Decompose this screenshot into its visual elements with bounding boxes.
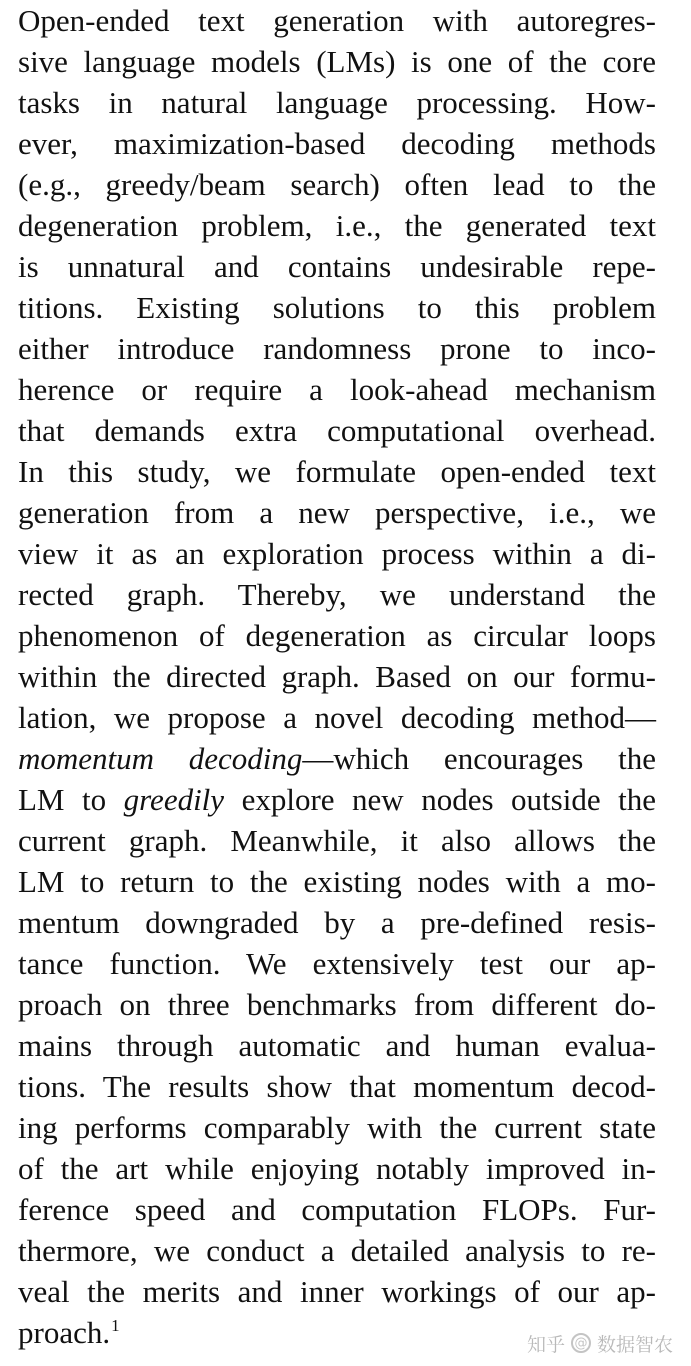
abstract-line-16: phenomenon of degeneration as circular loops <box>18 618 656 653</box>
final-line-text: proach. <box>18 1315 111 1350</box>
abstract-line-10: herence or require a look-ahead mechanism <box>18 372 656 407</box>
abstract-line-15: rected graph. Thereby, we understand the <box>18 577 656 612</box>
abstract-line-21: current graph. Meanwhile, it also allows the <box>18 823 656 858</box>
abstract-line-12: In this study, we formulate open-ended text <box>18 454 656 489</box>
abstract-line-25: proach on three benchmarks from different do- <box>18 987 656 1022</box>
abstract-line-28: ing performs comparably with the current state <box>18 1110 656 1145</box>
abstract-line-3: tasks in natural language processing. How- <box>18 85 656 120</box>
line-20-pre: LM to <box>18 782 124 817</box>
abstract-line-29: of the art while enjoying notably improved in- <box>18 1151 656 1186</box>
footnote-marker: 1 <box>111 1316 120 1336</box>
abstract-line-22: LM to return to the existing nodes with a mo- <box>18 864 656 899</box>
abstract-line-8: titions. Existing solutions to this problem <box>18 290 656 325</box>
abstract-line-27: tions. The results show that momentum decod- <box>18 1069 656 1104</box>
abstract-line-11: that demands extra computational overhead. <box>18 413 656 448</box>
abstract-line-17: within the directed graph. Based on our formu- <box>18 659 656 694</box>
at-icon: @ <box>571 1333 591 1353</box>
abstract-line-18: lation, we propose a novel decoding method— <box>18 700 656 735</box>
abstract-paragraph <box>18 0 656 1353</box>
abstract-line-30: ference speed and computation FLOPs. Fur- <box>18 1192 656 1227</box>
zhihu-watermark <box>527 1328 673 1358</box>
watermark-handle: 数据智农 <box>596 1333 673 1356</box>
abstract-line-6: degeneration problem, i.e., the generated text <box>18 208 656 243</box>
abstract-line-26: mains through automatic and human evalua- <box>18 1028 656 1063</box>
abstract-line-14: view it as an exploration process within a di- <box>18 536 656 571</box>
abstract-line-13: generation from a new perspective, i.e., we <box>18 495 656 530</box>
abstract-line-1: Open-ended text generation with autoregres- <box>18 3 656 38</box>
abstract-line-20 <box>18 779 656 820</box>
watermark-site: 知乎 <box>526 1333 565 1356</box>
abstract-line-19 <box>18 738 656 779</box>
abstract-line-31: thermore, we conduct a detailed analysis to re- <box>18 1233 656 1268</box>
abstract-line-9: either introduce randomness prone to inco- <box>18 331 656 366</box>
line-19-rest: —which encourages the <box>302 741 656 776</box>
line-20-post: explore new nodes outside the <box>224 782 656 817</box>
abstract-line-2: sive language models (LMs) is one of the core <box>18 44 656 79</box>
italic-greedily: greedily <box>123 782 225 817</box>
abstract-line-23: mentum downgraded by a pre-defined resis- <box>18 905 656 940</box>
abstract-line-4: ever, maximization-based decoding methods <box>18 126 656 161</box>
abstract-line-24: tance function. We extensively test our ap- <box>18 946 656 981</box>
abstract-line-5: (e.g., greedy/beam search) often lead to the <box>18 167 656 202</box>
abstract-line-7: is unnatural and contains undesirable repe- <box>18 249 656 284</box>
abstract-line-32: veal the merits and inner workings of our ap- <box>18 1274 656 1309</box>
italic-method-name: momentum decoding <box>18 741 303 776</box>
